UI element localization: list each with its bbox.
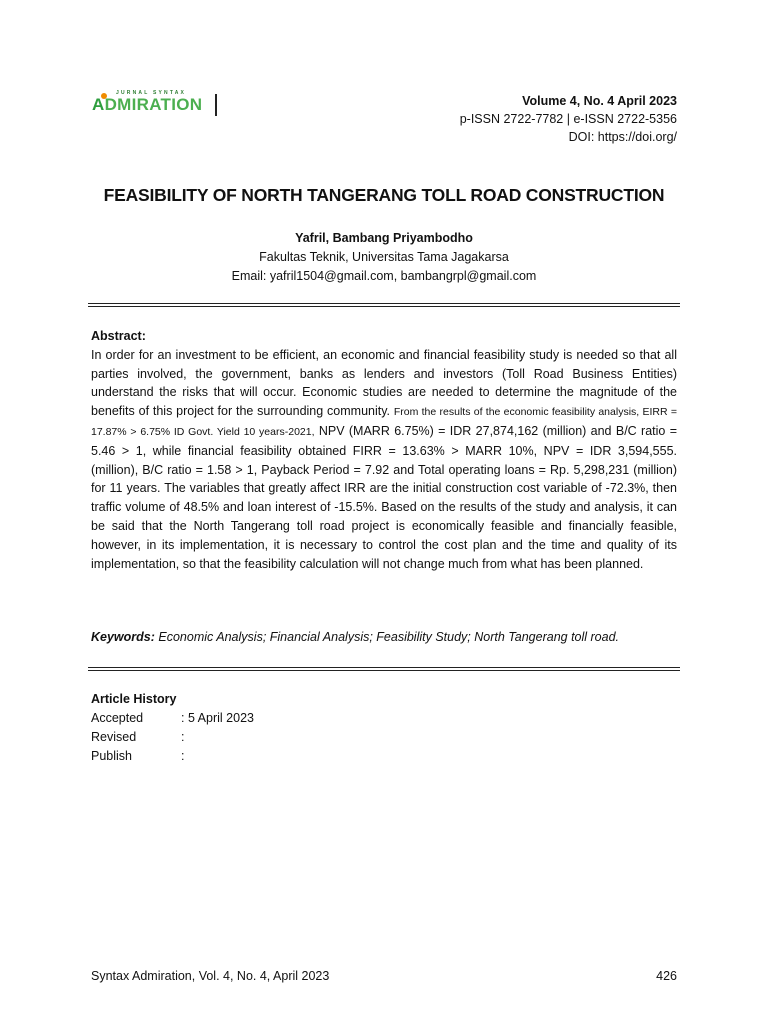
abstract-block [91, 327, 677, 573]
doi-info: DOI: https://doi.org/ [568, 130, 677, 144]
history-row-accepted [91, 709, 254, 728]
abstract-text-1: In order for an investment to be efficient, an economic and financial feasibility study is needed so that all parties involved, the government, banks as lenders and investors (Toll Road Business Entities) understand the risks that will occur. Economic studies are needed to determine the magnitude of the benefits of this project for the surrounding community. [91, 347, 677, 419]
article-history [91, 690, 254, 766]
keywords-label: Keywords: [91, 630, 155, 644]
volume-info: Volume 4, No. 4 April 2023 [522, 94, 677, 108]
abstract-heading: Abstract: [91, 329, 146, 343]
abstract-text-3: NPV (MARR 6.75%) = IDR 27,874,162 (million) and B/C ratio = 5.46 > 1, while financial feasibility obtained FIRR = 13.63% > MARR 10%, NPV = IDR 3,594,555. (million), B/C ratio = 1.58 > 1, Payback Period = 7.92 and Total operating loans = Rp. 5,298,231 (million) for 11 years. The variables that greatly affect IRR are the initial construction cost variable of -72.3%, then traffic volume of 48.5% and loan interest of -15.5%. Based on the results of the study and analysis, it can be said that the North Tangerang toll road project is economically feasible and financially feasible, however, in its implementation, it is necessary to control the cost plan and the time and quality of its implementation, so that the feasibility calculation will not change much from what has been planned. [91, 423, 677, 571]
footer-page-number: 426 [656, 969, 677, 983]
history-key: Revised [91, 730, 137, 744]
keywords-block [91, 630, 677, 644]
divider-top [88, 303, 680, 307]
history-key: Publish [91, 749, 132, 763]
abstract-text-2: From the results of the economic feasibility analysis, EIRR = 17.87% > 6.75% ID Govt. Yield 10 years-2021, [91, 406, 677, 438]
footer-citation: Syntax Admiration, Vol. 4, No. 4, April 2023 [91, 969, 330, 983]
logo-rest: DMIRATION [104, 95, 203, 114]
history-row-publish [91, 747, 254, 766]
author-affiliation: Fakultas Teknik, Universitas Tama Jagakarsa [259, 250, 509, 264]
history-value: : [181, 749, 185, 763]
logo-bar [215, 94, 217, 116]
history-value: : 5 April 2023 [181, 711, 254, 725]
logo-first-letter: A [92, 95, 105, 114]
author-email: Email: yafril1504@gmail.com, bambangrpl@gmail.com [231, 269, 537, 283]
history-heading: Article History [91, 692, 177, 706]
divider-bottom [88, 667, 680, 671]
keywords-text: Economic Analysis; Financial Analysis; Feasibility Study; North Tangerang toll road. [154, 630, 620, 644]
journal-meta [460, 92, 677, 146]
authors-block [0, 229, 768, 286]
history-value: : [181, 730, 185, 744]
history-row-revised [91, 728, 254, 747]
paper-title: FEASIBILITY OF NORTH TANGERANG TOLL ROAD CONSTRUCTION [103, 185, 665, 205]
logo-top-text: JURNAL SYNTAX [116, 90, 187, 96]
logo-wordmark [92, 95, 202, 115]
author-names: Yafril, Bambang Priyambodho [295, 231, 473, 245]
issn-info: p-ISSN 2722-7782 | e-ISSN 2722-5356 [459, 112, 677, 126]
journal-logo [92, 90, 220, 120]
history-key: Accepted [91, 711, 144, 725]
